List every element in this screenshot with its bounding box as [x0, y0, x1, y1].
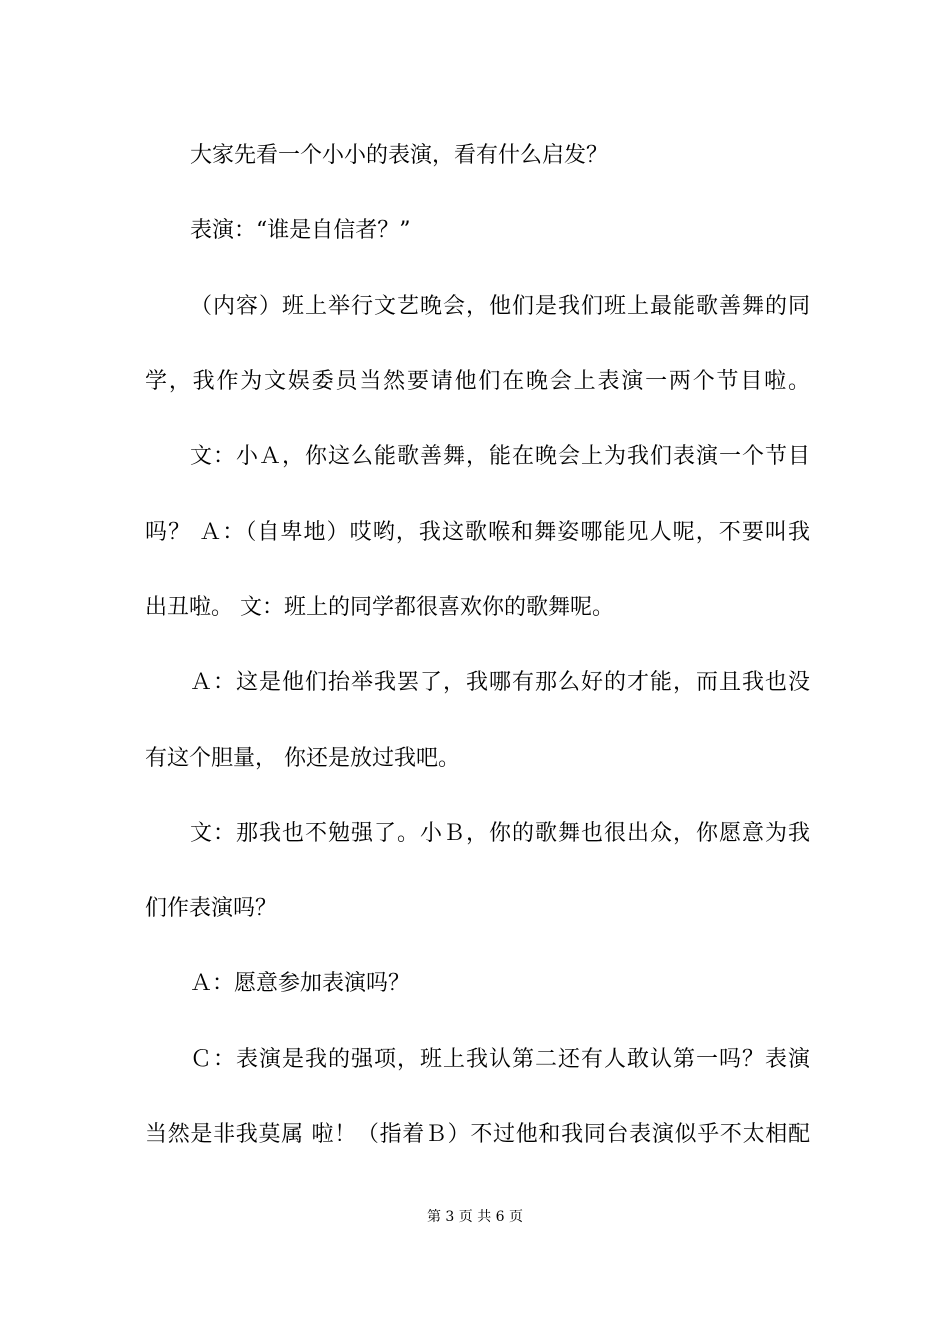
text-line-6: 吗？ Ａ：（自卑地）哎哟，我这歌喉和舞姿哪能见人呢，不要叫我 [145, 520, 810, 545]
text-line-3: （内容）班上举行文艺晚会，他们是我们班上最能歌善舞的同 [190, 294, 810, 319]
text-line-13: Ｃ：表演是我的强项，班上我认第二还有人敢认第一吗？表演 [190, 1047, 810, 1072]
text-line-10: 文：那我也不勉强了。小Ｂ，你的歌舞也很出众，你愿意为我 [190, 821, 810, 846]
text-line-9: 有这个胆量， 你还是放过我吧。 [145, 746, 460, 771]
page-number-footer: 第 3 页 共 6 页 [426, 1209, 524, 1225]
text-line-1: 大家先看一个小小的表演，看有什么启发？ [190, 143, 609, 168]
text-line-4: 学，我作为文娱委员当然要请他们在晚会上表演一两个节目啦。 [145, 369, 810, 394]
text-line-2: 表演：“谁是自信者？” [190, 218, 411, 243]
text-line-5: 文：小Ａ，你这么能歌善舞，能在晚会上为我们表演一个节目 [190, 444, 810, 469]
text-line-8: Ａ：这是他们抬举我罢了，我哪有那么好的才能，而且我也没 [190, 670, 810, 695]
text-line-7: 出丑啦。 文：班上的同学都很喜欢你的歌舞呢。 [145, 595, 614, 620]
text-line-11: 们作表演吗？ [145, 896, 278, 921]
text-line-12: Ａ：愿意参加表演吗？ [190, 971, 411, 996]
text-line-14: 当然是非我莫属 啦！（指着Ｂ）不过他和我同台表演似乎不太相配 [145, 1122, 810, 1147]
